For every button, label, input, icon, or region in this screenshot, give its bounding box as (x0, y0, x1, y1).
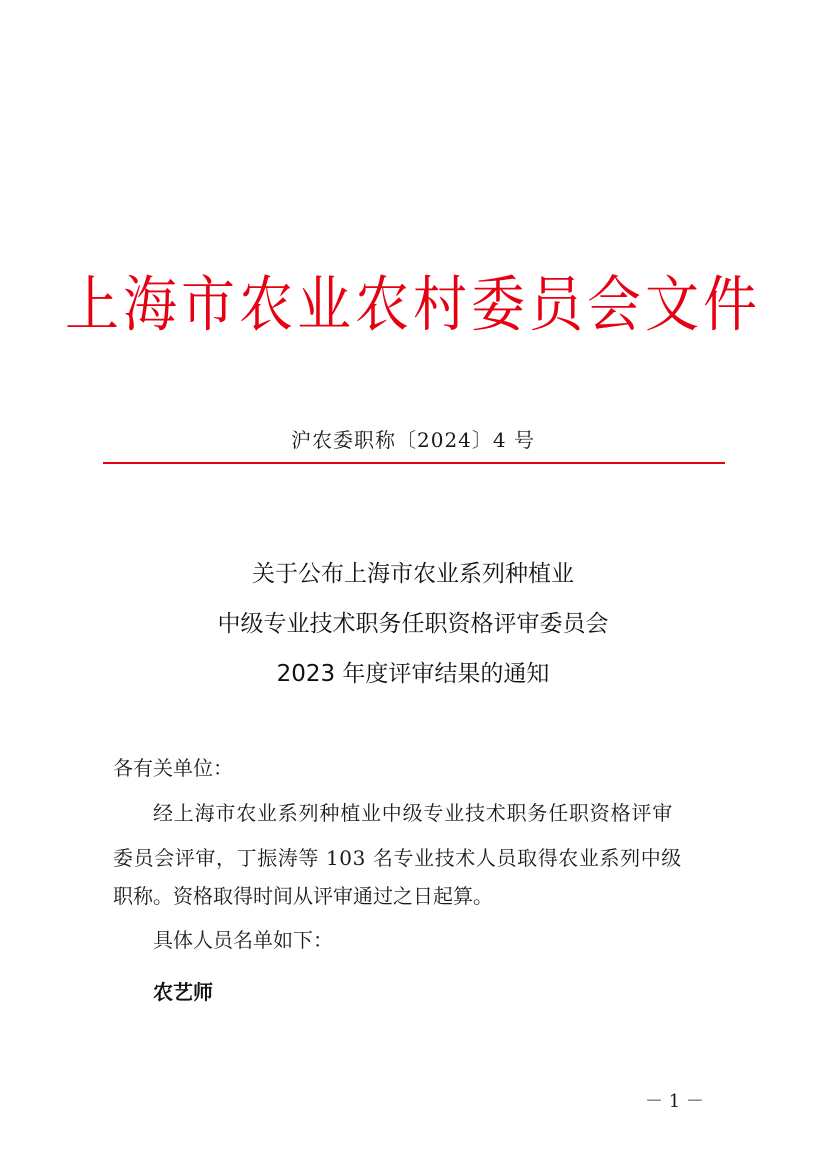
body-paragraph-2: 具体人员名单如下： (153, 928, 333, 952)
red-divider-line (103, 462, 725, 464)
salutation: 各有关单位： (113, 756, 233, 780)
notice-title-line-3: 2023 年度评审结果的通知 (276, 661, 550, 687)
section-heading-agronomist: 农艺师 (153, 980, 213, 1004)
notice-title-line-1: 关于公布上海市农业系列种植业 (252, 561, 574, 587)
document-masthead: 上海市农业农村委员会文件 (65, 269, 761, 340)
document-number: 沪农委职称〔2024〕4 号 (291, 428, 535, 452)
page-number: － 1 － (645, 1091, 704, 1112)
body-paragraph-1-line-3: 职称。资格取得时间从评审通过之日起算。 (113, 884, 493, 908)
body-paragraph-1-line-1: 经上海市农业系列种植业中级专业技术职务任职资格评审 (153, 801, 673, 825)
body-paragraph-1-line-2: 委员会评审，丁振涛等 103 名专业技术人员取得农业系列中级 (113, 846, 682, 870)
notice-title-line-2: 中级专业技术职务任职资格评审委员会 (217, 611, 609, 637)
